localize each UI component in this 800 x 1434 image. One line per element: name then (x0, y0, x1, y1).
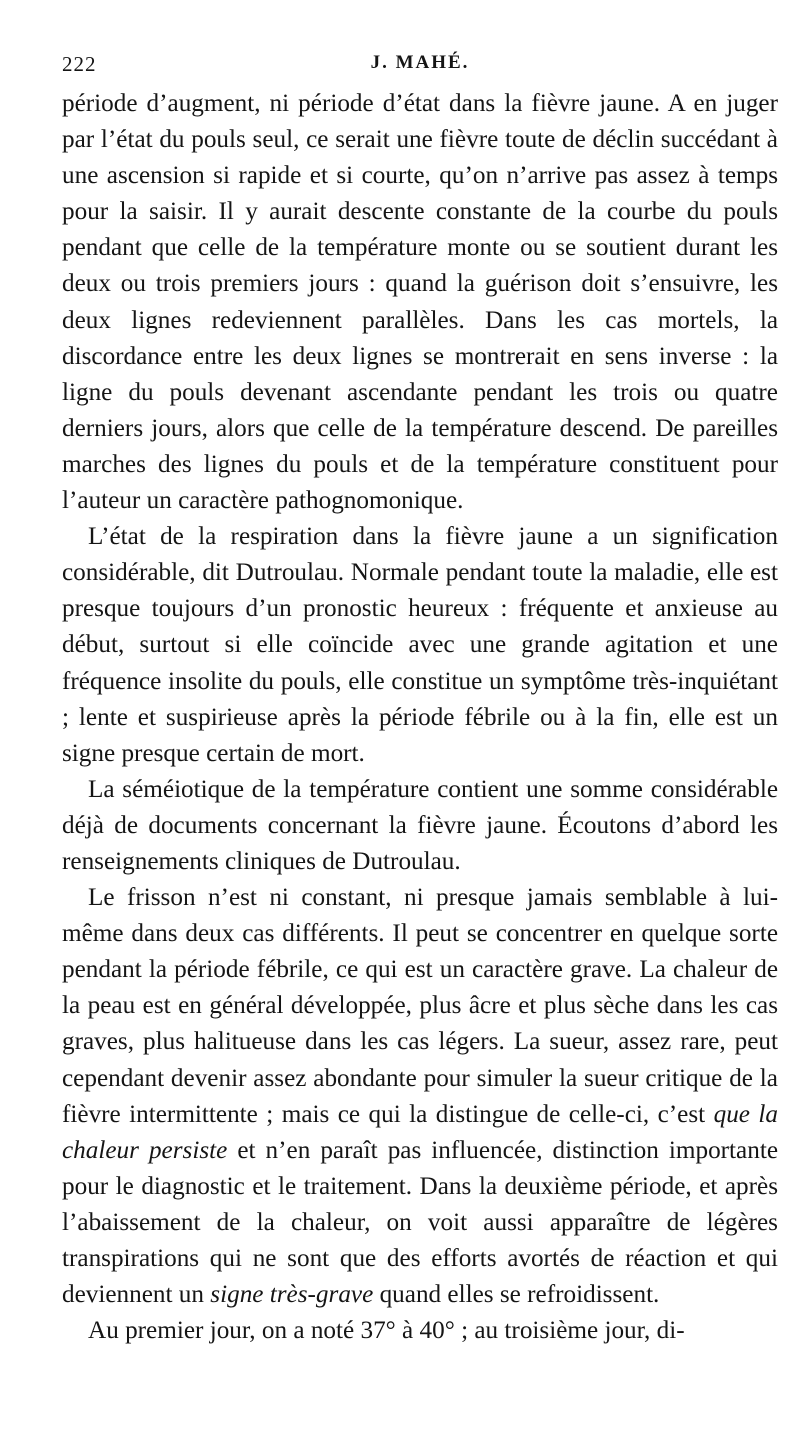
italic-text: signe très-grave (210, 1281, 374, 1309)
paragraph-text: Le frisson n’est ni constant, ni presque jamais semblable à lui-même dans deux cas différents. Il peut se concentrer en quelque sorte pendant la période fébrile, ce qui est un caractère grave. La chaleur de la peau est en général développée, plus âcre et plus sèche dans les cas graves, plus halitueuse dans les cas légers. La sueur, assez rare, peut cependant devenir assez abondante pour simuler la sueur critique de la fièvre intermittente ; mais ce qui la distingue de celle-ci, c’est (62, 884, 778, 1128)
paragraph (62, 1313, 778, 1349)
paragraph-text: période d’augment, ni période d’état dans la fièvre jaune. A en juger par l’état du pouls seul, ce serait une fièvre toute de déclin succédant à une ascension si rapide et si courte, qu’on n’arrive pas assez à temps pour la saisir. Il y aurait descente constante de la courbe du pouls pendant que celle de la température monte ou se soutient durant les deux ou trois premiers jours : quand la guérison doit s’ensuivre, les deux lignes redeviennent parallèles. Dans les cas mortels, la discordance entre les deux lignes se montrerait en sens inverse : la ligne du pouls devenant ascendante pendant les trois ou quatre derniers jours, alors que celle de la température descend. De pareilles marches des lignes du pouls et de la température constituent pour l’auteur un caractère pathognomonique. (62, 90, 778, 515)
page-number: 222 (62, 52, 97, 76)
paragraph-text: et n’en paraît pas influencée, distinction importante pour le diagnostic et le traitement. Dans la deuxième période, et après l’abaissement de la chaleur, on voit aussi apparaître de légères transpirations qui ne sont que des efforts avortés de réaction et qui deviennent un (62, 1136, 779, 1309)
page-header (62, 52, 778, 86)
paragraph (62, 772, 778, 880)
paragraph (62, 86, 778, 519)
paragraph-text: Au premier jour, on a noté 37° à 40° ; au troisième jour, di- (88, 1317, 685, 1345)
body-text (62, 86, 778, 1349)
running-head: J. MAHÉ. (370, 52, 470, 73)
paragraph-text: quand elles se refroidissent. (373, 1281, 660, 1309)
paragraph (62, 519, 778, 772)
paragraph-text: La séméiotique de la température contient une somme considérable déjà de documents concernant la fièvre jaune. Écoutons d’abord les renseignements cliniques de Dutroulau. (62, 775, 778, 875)
italic-text: que la chaleur persiste (62, 1100, 778, 1164)
book-page (62, 52, 778, 1349)
paragraph (62, 880, 778, 1313)
paragraph-text: L’état de la respiration dans la fièvre jaune a un signification considérable, dit Dutroulau. Normale pendant toute la maladie, elle est presque toujours d’un pronostic heureux : fréquente et anxieuse au début, surtout si elle coïncide avec une grande agitation et une fréquence insolite du pouls, elle constitue un symptôme très-inquiétant ; lente et suspirieuse après la période fébrile ou à la fin, elle est un signe presque certain de mort. (62, 523, 778, 767)
